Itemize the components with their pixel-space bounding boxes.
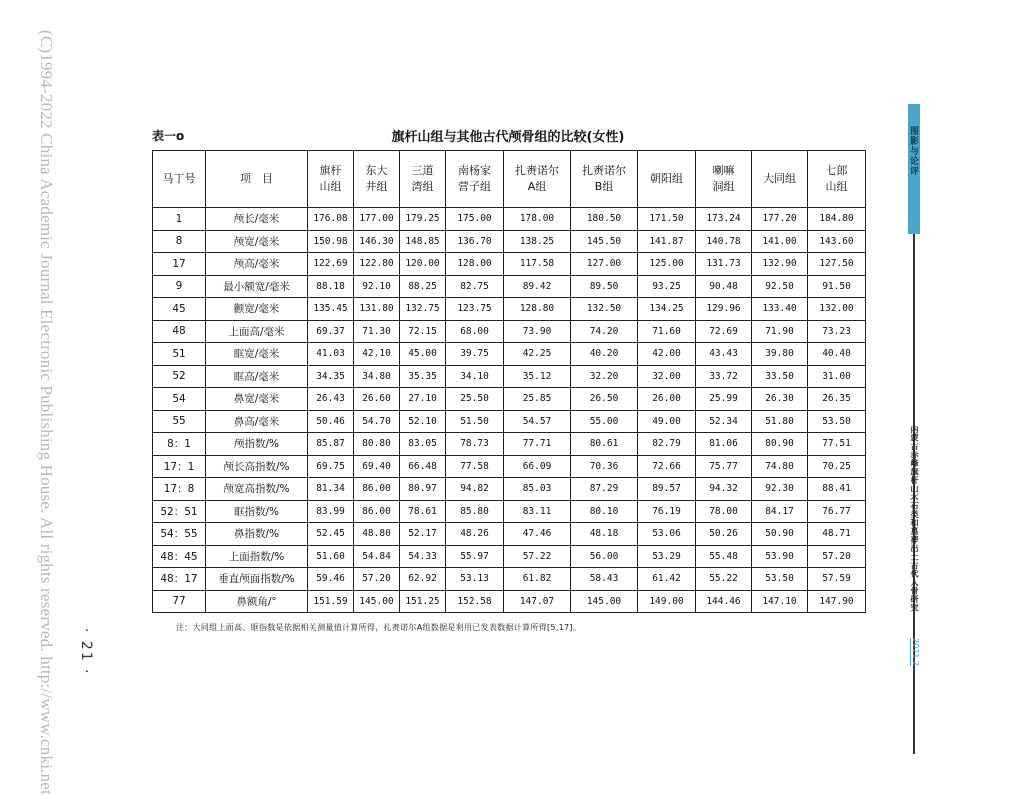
item-cell: 颅长/毫米 [206,208,308,231]
value-cell: 76.77 [808,500,866,523]
value-cell: 71.90 [752,320,808,343]
martin-number-cell: 17：1 [153,455,206,478]
value-cell: 136.70 [446,230,504,253]
table-row [153,523,866,546]
value-cell: 92.30 [752,478,808,501]
value-cell: 90.48 [696,275,752,298]
value-cell: 84.17 [752,500,808,523]
value-cell: 52.17 [400,523,446,546]
value-cell: 171.50 [638,208,696,231]
column-header: 南杨家 营子组 [446,151,504,208]
value-cell: 146.30 [354,230,400,253]
value-cell: 72.69 [696,320,752,343]
value-cell: 184.80 [808,208,866,231]
value-cell: 148.85 [400,230,446,253]
value-cell: 48.26 [446,523,504,546]
value-cell: 32.00 [638,365,696,388]
value-cell: 32.20 [571,365,638,388]
table-row [153,365,866,388]
value-cell: 120.00 [400,253,446,276]
value-cell: 145.50 [571,230,638,253]
value-cell: 51.80 [752,410,808,433]
table-row [153,500,866,523]
column-header: 七郎 山组 [808,151,866,208]
value-cell: 151.25 [400,590,446,613]
value-cell: 74.20 [571,320,638,343]
value-cell: 129.96 [696,298,752,321]
value-cell: 56.00 [571,545,638,568]
value-cell: 94.82 [446,478,504,501]
value-cell: 57.22 [504,545,571,568]
martin-number-cell: 77 [153,590,206,613]
table-caption [152,124,864,146]
value-cell: 33.50 [752,365,808,388]
value-cell: 48.80 [354,523,400,546]
value-cell: 62.92 [400,568,446,591]
value-cell: 89.42 [504,275,571,298]
value-cell: 50.46 [308,410,354,433]
value-cell: 132.75 [400,298,446,321]
value-cell: 93.25 [638,275,696,298]
value-cell: 51.50 [446,410,504,433]
value-cell: 91.50 [808,275,866,298]
table-row [153,298,866,321]
value-cell: 50.90 [752,523,808,546]
value-cell: 73.23 [808,320,866,343]
value-cell: 173.24 [696,208,752,231]
value-cell: 78.61 [400,500,446,523]
value-cell: 80.61 [571,433,638,456]
value-cell: 152.58 [446,590,504,613]
value-cell: 85.87 [308,433,354,456]
item-cell: 眶高/毫米 [206,365,308,388]
value-cell: 77.51 [808,433,866,456]
value-cell: 45.00 [400,343,446,366]
value-cell: 50.26 [696,523,752,546]
value-cell: 49.00 [638,410,696,433]
table-row [153,275,866,298]
martin-number-cell: 48：17 [153,568,206,591]
value-cell: 42.25 [504,343,571,366]
value-cell: 83.99 [308,500,354,523]
value-cell: 55.00 [571,410,638,433]
value-cell: 88.41 [808,478,866,501]
value-cell: 26.35 [808,388,866,411]
value-cell: 43.43 [696,343,752,366]
value-cell: 86.00 [354,478,400,501]
value-cell: 131.80 [354,298,400,321]
value-cell: 143.60 [808,230,866,253]
table-row [153,433,866,456]
article-running-title: 内蒙古赤峰旗杆山木石类和墓葬出土古代人骨研究 [910,425,919,612]
martin-number-cell: 54 [153,388,206,411]
value-cell: 82.79 [638,433,696,456]
value-cell: 39.75 [446,343,504,366]
value-cell: 132.90 [752,253,808,276]
value-cell: 72.66 [638,455,696,478]
value-cell: 48.18 [571,523,638,546]
martin-number-cell: 45 [153,298,206,321]
value-cell: 151.59 [308,590,354,613]
value-cell: 70.36 [571,455,638,478]
value-cell: 179.25 [400,208,446,231]
value-cell: 89.57 [638,478,696,501]
value-cell: 66.09 [504,455,571,478]
value-cell: 94.32 [696,478,752,501]
value-cell: 81.06 [696,433,752,456]
value-cell: 83.11 [504,500,571,523]
value-cell: 89.50 [571,275,638,298]
value-cell: 177.20 [752,208,808,231]
table-row [153,343,866,366]
value-cell: 57.20 [354,568,400,591]
value-cell: 74.80 [752,455,808,478]
value-cell: 85.80 [446,500,504,523]
value-cell: 71.60 [638,320,696,343]
value-cell: 25.99 [696,388,752,411]
martin-number-cell: 17：8 [153,478,206,501]
item-cell: 鼻额角/° [206,590,308,613]
table-title: 旗杆山组与其他古代颅骨组的比较(女性) [391,130,625,145]
value-cell: 35.35 [400,365,446,388]
value-cell: 132.50 [571,298,638,321]
value-cell: 147.07 [504,590,571,613]
value-cell: 78.73 [446,433,504,456]
value-cell: 80.80 [354,433,400,456]
value-cell: 33.72 [696,365,752,388]
value-cell: 69.37 [308,320,354,343]
value-cell: 69.75 [308,455,354,478]
martin-number-cell: 48：45 [153,545,206,568]
column-header: 三道 湾组 [400,151,446,208]
value-cell: 40.40 [808,343,866,366]
item-cell: 鼻高/毫米 [206,410,308,433]
column-header: 项 目 [206,151,308,208]
table-row [153,545,866,568]
value-cell: 53.90 [752,545,808,568]
item-cell: 颅长高指数/% [206,455,308,478]
value-cell: 176.08 [308,208,354,231]
value-cell: 80.90 [752,433,808,456]
value-cell: 42.00 [638,343,696,366]
value-cell: 72.15 [400,320,446,343]
table-row [153,208,866,231]
value-cell: 77.71 [504,433,571,456]
table-row [153,253,866,276]
martin-number-cell: 9 [153,275,206,298]
column-header: 旗杆 山组 [308,151,354,208]
value-cell: 47.46 [504,523,571,546]
value-cell: 70.25 [808,455,866,478]
item-cell: 颅指数/% [206,433,308,456]
value-cell: 66.48 [400,455,446,478]
value-cell: 53.50 [808,410,866,433]
value-cell: 54.33 [400,545,446,568]
value-cell: 53.06 [638,523,696,546]
value-cell: 25.85 [504,388,571,411]
value-cell: 52.10 [400,410,446,433]
martin-number-cell: 54：55 [153,523,206,546]
value-cell: 53.50 [752,568,808,591]
column-header: 大同组 [752,151,808,208]
value-cell: 87.29 [571,478,638,501]
value-cell: 61.42 [638,568,696,591]
item-cell: 上面指数/% [206,545,308,568]
value-cell: 31.00 [808,365,866,388]
value-cell: 82.75 [446,275,504,298]
value-cell: 117.58 [504,253,571,276]
table-row [153,388,866,411]
value-cell: 68.00 [446,320,504,343]
value-cell: 48.71 [808,523,866,546]
value-cell: 141.87 [638,230,696,253]
value-cell: 53.29 [638,545,696,568]
value-cell: 145.00 [354,590,400,613]
column-header: 喇嘛 洞组 [696,151,752,208]
issue-label: 2021.2 [911,638,920,666]
martin-number-cell: 1 [153,208,206,231]
value-cell: 58.43 [571,568,638,591]
value-cell: 26.60 [354,388,400,411]
value-cell: 26.00 [638,388,696,411]
value-cell: 85.03 [504,478,571,501]
value-cell: 69.40 [354,455,400,478]
item-cell: 颧宽/毫米 [206,298,308,321]
column-header: 朝阳组 [638,151,696,208]
value-cell: 133.40 [752,298,808,321]
value-cell: 134.25 [638,298,696,321]
table-note: 注：大同组上面高、眶指数是依据相关测量值计算所得，扎赉诺尔A组数据是利用已发表数据计算所得[5,17]。 [176,623,582,632]
value-cell: 144.46 [696,590,752,613]
value-cell: 61.82 [504,568,571,591]
table-row [153,410,866,433]
column-header: 扎赉诺尔 B组 [571,151,638,208]
item-cell: 垂直颅面指数/% [206,568,308,591]
value-cell: 145.00 [571,590,638,613]
value-cell: 86.00 [354,500,400,523]
value-cell: 76.19 [638,500,696,523]
section-tab-label: 图影与论评 [908,126,918,176]
value-cell: 52.34 [696,410,752,433]
value-cell: 147.10 [752,590,808,613]
column-header: 马丁号 [153,151,206,208]
table-row [153,590,866,613]
martin-number-cell: 8：1 [153,433,206,456]
value-cell: 35.12 [504,365,571,388]
value-cell: 57.59 [808,568,866,591]
item-cell: 颅宽/毫米 [206,230,308,253]
value-cell: 131.73 [696,253,752,276]
value-cell: 73.90 [504,320,571,343]
table-row [153,230,866,253]
value-cell: 41.03 [308,343,354,366]
item-cell: 颅高/毫米 [206,253,308,276]
value-cell: 125.00 [638,253,696,276]
item-cell: 眶指数/% [206,500,308,523]
martin-number-cell: 8 [153,230,206,253]
value-cell: 135.45 [308,298,354,321]
table-header [153,151,866,208]
table-row [153,478,866,501]
martin-number-cell: 55 [153,410,206,433]
value-cell: 39.80 [752,343,808,366]
table-row [153,568,866,591]
value-cell: 59.46 [308,568,354,591]
value-cell: 122.80 [354,253,400,276]
value-cell: 122.69 [308,253,354,276]
value-cell: 138.25 [504,230,571,253]
value-cell: 54.57 [504,410,571,433]
value-cell: 26.43 [308,388,354,411]
copyright-watermark: (C)1994-2022 China Academic Journal Electronic Publishing House. All rights reserved. http://www.cnki.net [37,30,56,795]
value-cell: 177.00 [354,208,400,231]
value-cell: 141.00 [752,230,808,253]
martin-number-cell: 48 [153,320,206,343]
value-cell: 127.00 [571,253,638,276]
table-number: 表一o [152,129,185,143]
item-cell: 鼻宽/毫米 [206,388,308,411]
value-cell: 40.20 [571,343,638,366]
value-cell: 25.50 [446,388,504,411]
value-cell: 42.10 [354,343,400,366]
value-cell: 132.00 [808,298,866,321]
value-cell: 83.05 [400,433,446,456]
value-cell: 54.70 [354,410,400,433]
value-cell: 180.50 [571,208,638,231]
value-cell: 34.80 [354,365,400,388]
item-cell: 上面高/毫米 [206,320,308,343]
value-cell: 75.77 [696,455,752,478]
value-cell: 178.00 [504,208,571,231]
section-tab [908,104,920,234]
value-cell: 77.58 [446,455,504,478]
value-cell: 54.84 [354,545,400,568]
martin-number-cell: 51 [153,343,206,366]
value-cell: 81.34 [308,478,354,501]
value-cell: 92.50 [752,275,808,298]
item-cell: 最小额宽/毫米 [206,275,308,298]
value-cell: 52.45 [308,523,354,546]
value-cell: 80.10 [571,500,638,523]
value-cell: 92.10 [354,275,400,298]
value-cell: 175.00 [446,208,504,231]
value-cell: 128.80 [504,298,571,321]
value-cell: 140.78 [696,230,752,253]
value-cell: 71.30 [354,320,400,343]
value-cell: 26.30 [752,388,808,411]
table-body [153,208,866,613]
value-cell: 26.50 [571,388,638,411]
value-cell: 123.75 [446,298,504,321]
value-cell: 34.10 [446,365,504,388]
value-cell: 80.97 [400,478,446,501]
value-cell: 57.20 [808,545,866,568]
value-cell: 147.90 [808,590,866,613]
value-cell: 150.98 [308,230,354,253]
martin-number-cell: 52：51 [153,500,206,523]
martin-number-cell: 52 [153,365,206,388]
value-cell: 34.35 [308,365,354,388]
value-cell: 78.00 [696,500,752,523]
header-row [153,151,866,208]
value-cell: 55.97 [446,545,504,568]
value-cell: 51.60 [308,545,354,568]
value-cell: 128.00 [446,253,504,276]
item-cell: 鼻指数/% [206,523,308,546]
page-number: · 21 · [78,628,94,676]
item-cell: 眶宽/毫米 [206,343,308,366]
value-cell: 55.22 [696,568,752,591]
item-cell: 颅宽高指数/% [206,478,308,501]
value-cell: 27.10 [400,388,446,411]
value-cell: 127.50 [808,253,866,276]
column-header: 扎赉诺尔 A组 [504,151,571,208]
comparison-table [152,150,866,613]
value-cell: 53.13 [446,568,504,591]
value-cell: 55.48 [696,545,752,568]
value-cell: 149.00 [638,590,696,613]
value-cell: 88.25 [400,275,446,298]
martin-number-cell: 17 [153,253,206,276]
table-row [153,320,866,343]
column-header: 东大 井组 [354,151,400,208]
value-cell: 88.18 [308,275,354,298]
table-row [153,455,866,478]
